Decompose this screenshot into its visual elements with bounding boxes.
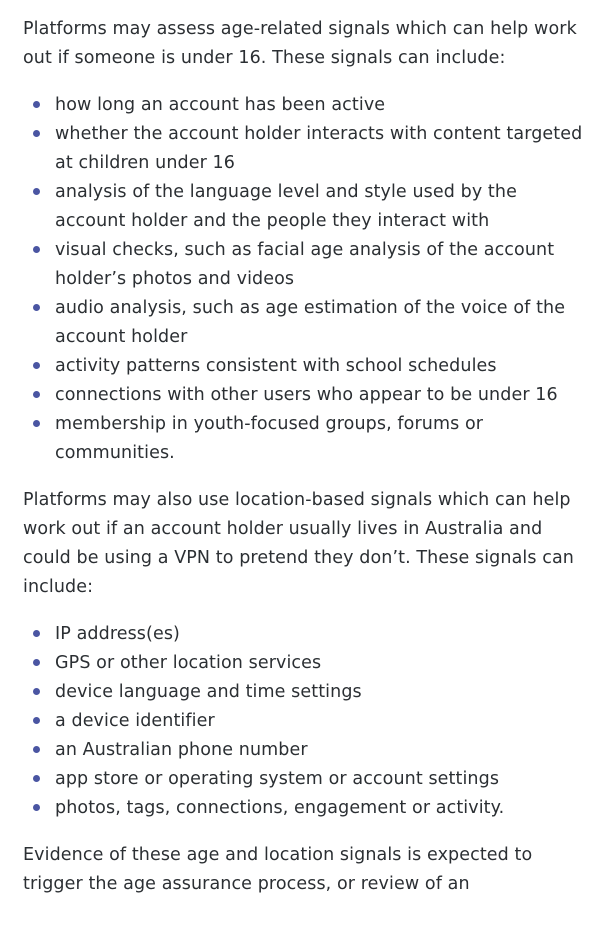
bullet-icon [33, 717, 40, 724]
list-item [23, 381, 583, 410]
location-paragraph: Platforms may also use location-based signals which can help work out if an account holder usually lives in Australia and could be using a VPN to pretend they don’t. These signals can include: [23, 490, 574, 597]
bullet-icon [33, 746, 40, 753]
age-signals-list [23, 91, 583, 468]
list-item-text: activity patterns consistent with school schedules [55, 356, 497, 376]
article-content [23, 15, 583, 899]
list-item [23, 352, 583, 381]
list-item-text: a device identifier [55, 711, 215, 731]
list-item-text: GPS or other location services [55, 653, 322, 673]
list-item-text: device language and time settings [55, 682, 362, 702]
list-item [23, 649, 583, 678]
bullet-icon [33, 362, 40, 369]
bullet-icon [33, 775, 40, 782]
list-item-text: whether the account holder interacts with content targeted at children under 16 [55, 124, 583, 173]
bullet-icon [33, 420, 40, 427]
bullet-icon [33, 391, 40, 398]
location-signals-list [23, 620, 583, 823]
bullet-icon [33, 630, 40, 637]
bullet-icon [33, 188, 40, 195]
list-item [23, 178, 583, 236]
list-item-text: an Australian phone number [55, 740, 308, 760]
list-item-text: connections with other users who appear to be under 16 [55, 385, 558, 405]
bullet-icon [33, 659, 40, 666]
list-item [23, 736, 583, 765]
list-item-text: visual checks, such as facial age analysis of the account holder’s photos and videos [55, 240, 555, 289]
list-item [23, 707, 583, 736]
list-item [23, 410, 583, 468]
list-item [23, 678, 583, 707]
list-item-text: IP address(es) [55, 624, 180, 644]
list-item-text: how long an account has been active [55, 95, 386, 115]
bullet-icon [33, 130, 40, 137]
list-item-text: membership in youth-focused groups, forums or communities. [55, 414, 484, 463]
list-item [23, 294, 583, 352]
bullet-icon [33, 804, 40, 811]
list-item-text: audio analysis, such as age estimation of the voice of the account holder [55, 298, 566, 347]
list-item [23, 794, 583, 823]
bullet-icon [33, 688, 40, 695]
bullet-icon [33, 304, 40, 311]
list-item [23, 120, 583, 178]
list-item [23, 765, 583, 794]
intro-paragraph: Platforms may assess age-related signals which can help work out if someone is under 16. These signals can include: [23, 19, 577, 68]
list-item [23, 620, 583, 649]
bullet-icon [33, 101, 40, 108]
list-item [23, 91, 583, 120]
list-item-text: analysis of the language level and style used by the account holder and the people they interact with [55, 182, 517, 231]
evidence-paragraph: Evidence of these age and location signals is expected to trigger the age assurance process, or review of an [23, 845, 533, 894]
list-item-text: photos, tags, connections, engagement or activity. [55, 798, 505, 818]
list-item-text: app store or operating system or account settings [55, 769, 500, 789]
bullet-icon [33, 246, 40, 253]
list-item [23, 236, 583, 294]
